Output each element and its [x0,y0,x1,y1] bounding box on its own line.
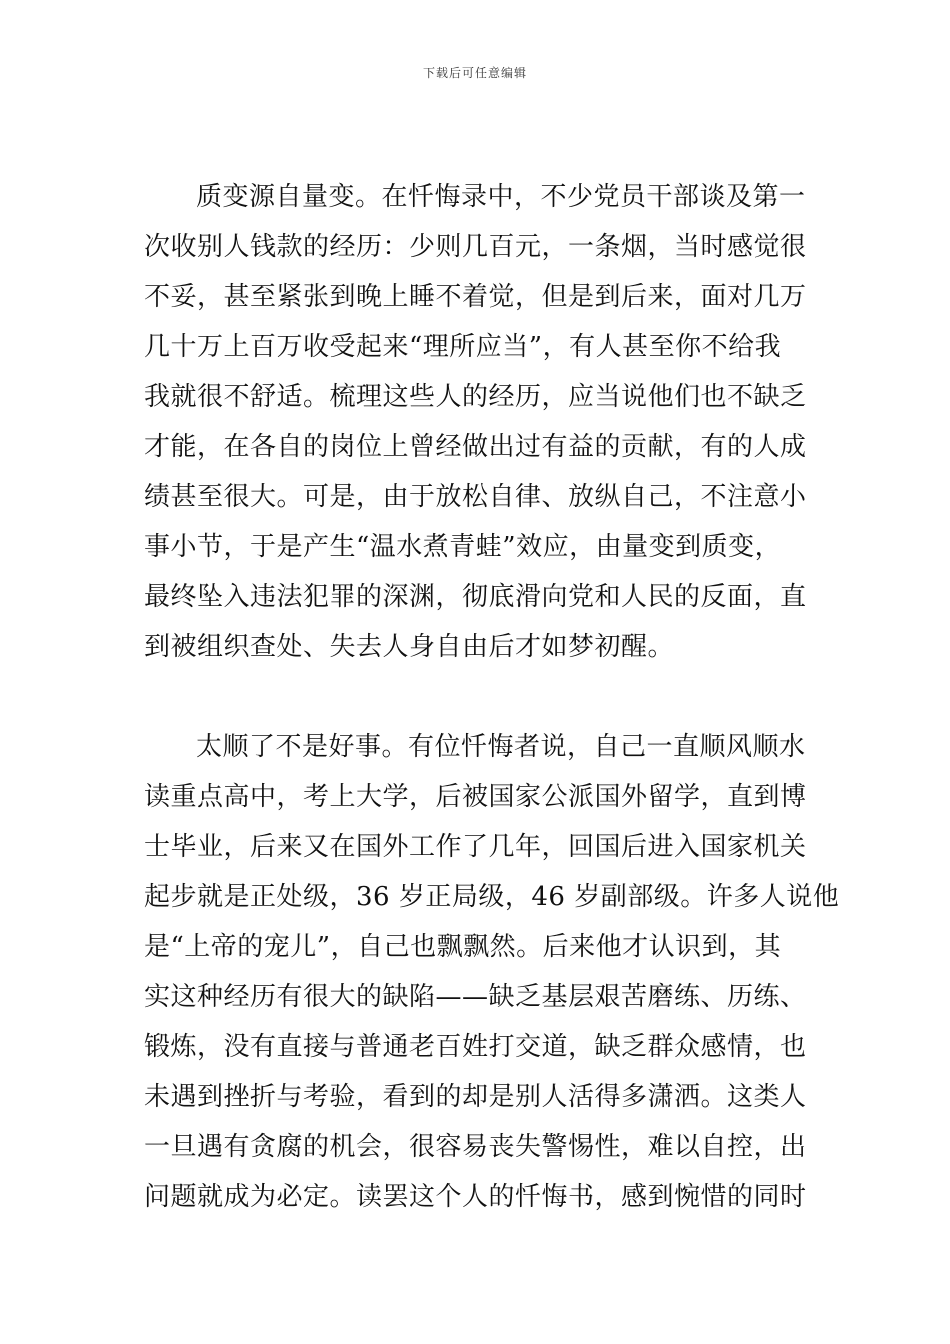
text-line: 次收别人钱款的经历：少则几百元，一条烟，当时感觉很 [144,232,807,262]
text-line: 不妥，甚至紧张到晚上睡不着觉，但是到后来，面对几万 [144,282,807,312]
paragraph-1 [144,172,808,672]
text-line: 一旦遇有贪腐的机会，很容易丧失警惕性，难以自控，出 [144,1132,807,1162]
text-line: 太顺了不是好事。有位忏悔者说，自己一直顺风顺水 [196,732,806,762]
text-line: 是“上帝的宠儿”，自己也飘飘然。后来他才认识到，其 [144,932,782,962]
text-line: 到被组织查处、失去人身自由后才如梦初醒。 [144,632,675,662]
text-line: 绩甚至很大。可是，由于放松自律、放纵自己，不注意小 [144,482,807,512]
text-line: 实这种经历有很大的缺陷——缺乏基层艰苦磨练、历练、 [144,982,807,1012]
text-line: 几十万上百万收受起来“理所应当”，有人甚至你不给我 [144,332,782,362]
text-line: 问题就成为必定。读罢这个人的忏悔书，感到惋惜的同时 [144,1182,807,1212]
text-line: 起步就是正处级，36 岁正局级，46 岁副部级。许多人说他 [144,882,840,912]
text-line: 士毕业，后来又在国外工作了几年，回国后进入国家机关 [144,832,807,862]
text-line: 事小节，于是产生“温水煮青蛙”效应，由量变到质变， [144,532,782,562]
text-line: 锻炼，没有直接与普通老百姓打交道，缺乏群众感情，也 [144,1032,807,1062]
text-line: 最终坠入违法犯罪的深渊，彻底滑向党和人民的反面，直 [144,582,807,612]
text-line: 我就很不舒适。梳理这些人的经历，应当说他们也不缺乏 [144,382,807,412]
text-line: 未遇到挫折与考验，看到的却是别人活得多潇洒。这类人 [144,1082,807,1112]
text-line: 才能，在各自的岗位上曾经做出过有益的贡献，有的人成 [144,432,807,462]
page-header: 下载后可任意编辑 [422,66,527,80]
paragraph-2 [144,722,840,1222]
text-line: 质变源自量变。在忏悔录中，不少党员干部谈及第一 [196,182,806,212]
text-line: 读重点高中，考上大学，后被国家公派国外留学，直到博 [144,782,807,812]
